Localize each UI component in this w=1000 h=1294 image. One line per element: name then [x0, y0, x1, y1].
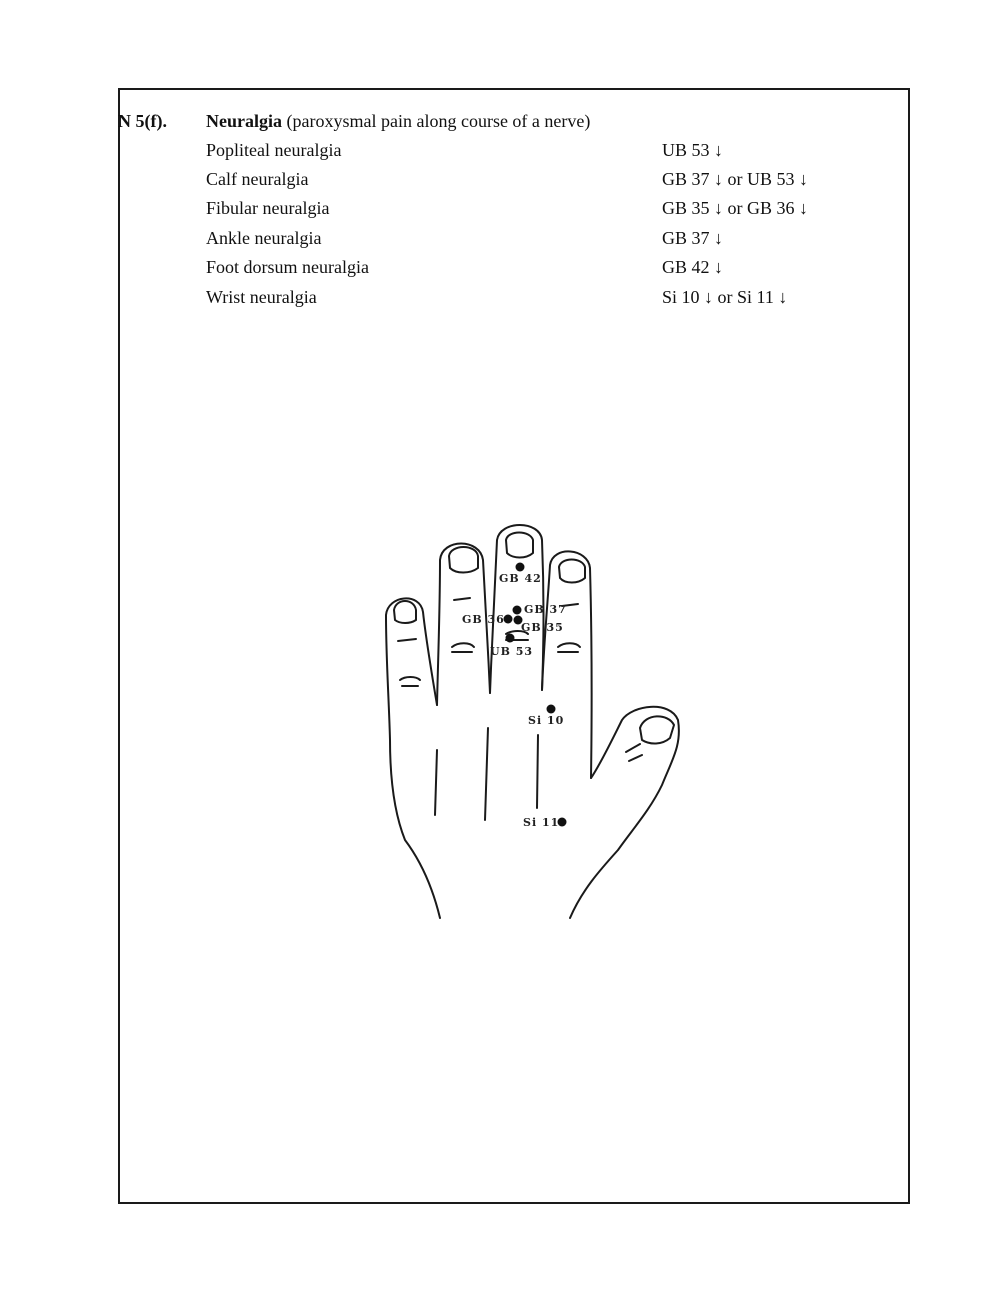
- condition-label: Calf neuralgia: [206, 169, 309, 189]
- gb36-label: GB 36: [462, 613, 505, 626]
- section-title: Neuralgia: [206, 111, 282, 131]
- si10-point: [547, 705, 556, 714]
- section-heading: [206, 111, 590, 132]
- points-label: GB 35 ↓ or GB 36 ↓: [662, 198, 809, 218]
- gb42-label: GB 42: [499, 572, 542, 585]
- condition-label: Ankle neuralgia: [206, 228, 322, 248]
- treatment-row: [206, 228, 846, 252]
- points-label: UB 53 ↓: [662, 140, 724, 160]
- gb37-point: [513, 606, 522, 615]
- treatment-row: [206, 169, 846, 193]
- ub53-point: [506, 634, 515, 643]
- treatment-row: [206, 257, 846, 281]
- gb35-label: GB 35: [521, 621, 564, 634]
- gb36-point: [504, 615, 513, 624]
- points-label: Si 10 ↓ or Si 11 ↓: [662, 287, 788, 307]
- si11-label: Si 11: [523, 816, 560, 829]
- treatment-row: [206, 140, 846, 164]
- hand-diagram: [370, 515, 700, 935]
- section-subtitle: (paroxysmal pain along course of a nerve): [286, 111, 591, 131]
- treatment-row: [206, 287, 846, 311]
- points-label: GB 37 ↓ or UB 53 ↓: [662, 169, 809, 189]
- section-code: N 5(f).: [118, 111, 167, 131]
- si10-label: Si 10: [528, 714, 565, 727]
- condition-label: Foot dorsum neuralgia: [206, 257, 369, 277]
- points-label: GB 37 ↓: [662, 228, 724, 248]
- condition-label: Popliteal neuralgia: [206, 140, 342, 160]
- gb42-point: [516, 563, 525, 572]
- condition-label: Wrist neuralgia: [206, 287, 317, 307]
- gb37-label: GB 37: [524, 603, 567, 616]
- ub53-label: UB 53: [490, 645, 534, 658]
- points-label: GB 42 ↓: [662, 257, 724, 277]
- condition-label: Fibular neuralgia: [206, 198, 330, 218]
- treatment-row: [206, 198, 846, 222]
